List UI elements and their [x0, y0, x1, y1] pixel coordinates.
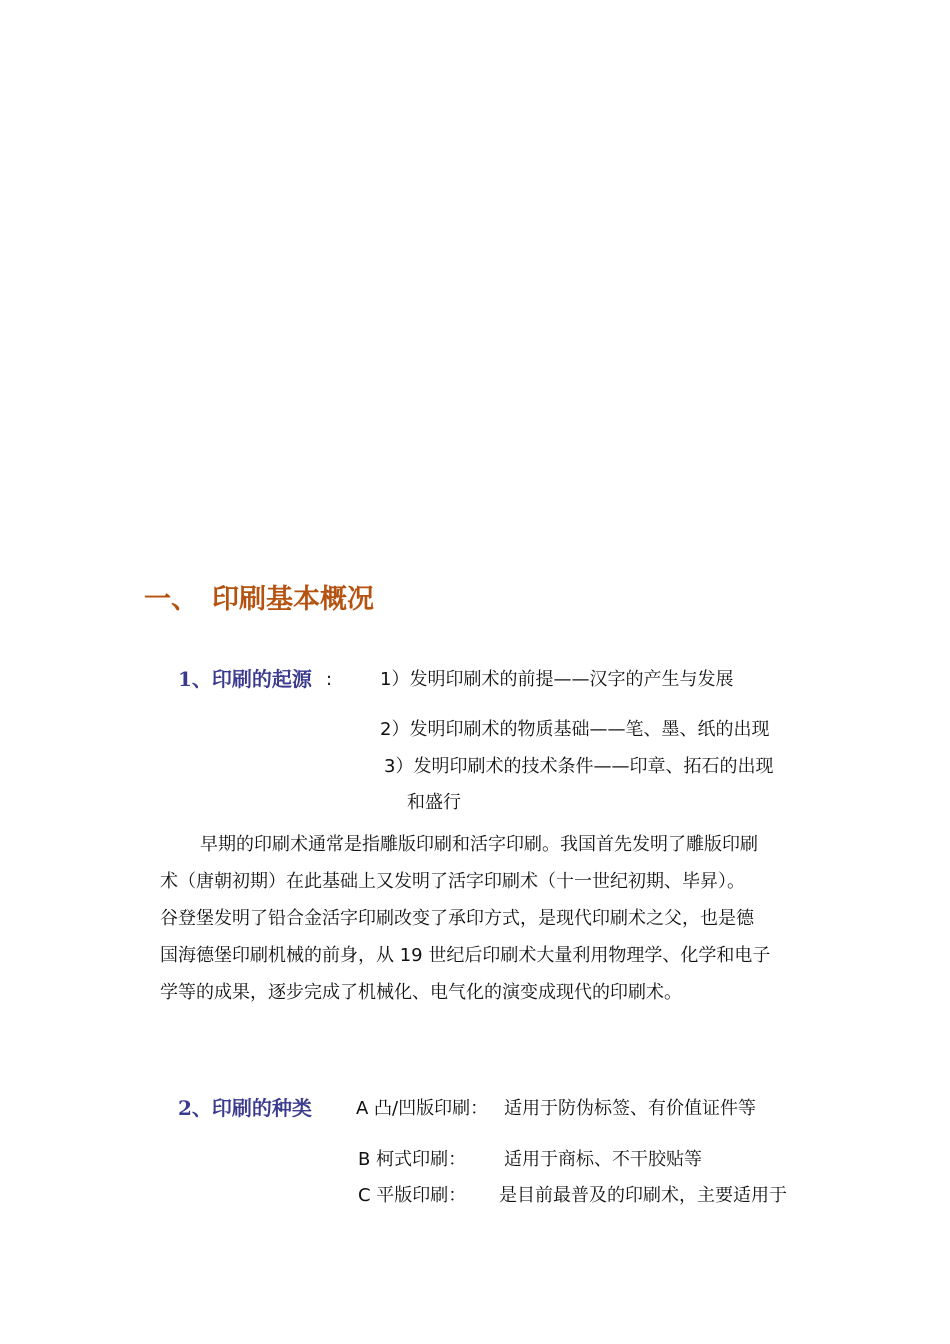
- origin-item-3-cont: 和盛行: [407, 792, 461, 813]
- section2-label: 2、印刷的种类: [178, 1096, 312, 1120]
- history-paragraph: [160, 826, 810, 1011]
- type-c-name: C 平版印刷：: [358, 1185, 467, 1206]
- section-number: 一、: [144, 584, 198, 615]
- paragraph-line: 学等的成果，逐步完成了机械化、电气化的演变成现代的印刷术。: [160, 982, 682, 1003]
- origin-item-3: 3）发明印刷术的技术条件——印章、拓石的出现: [384, 756, 774, 777]
- section1-colon: :: [326, 669, 333, 690]
- type-b-desc: 适用于商标、不干胶贴等: [504, 1149, 702, 1170]
- paragraph-line: 术（唐朝初期）在此基础上又发明了活字印刷术（十一世纪初期、毕昇）。: [160, 871, 745, 892]
- paragraph-line: 谷登堡发明了铅合金活字印刷改变了承印方式，是现代印刷术之父，也是德: [160, 908, 754, 929]
- type-b-name: B 柯式印刷：: [358, 1149, 467, 1170]
- type-a-desc: 适用于防伪标签、有价值证件等: [504, 1098, 756, 1119]
- origin-item-1: 1）发明印刷术的前提——汉字的产生与发展: [380, 669, 734, 690]
- section1-label: 1、印刷的起源: [178, 667, 312, 691]
- origin-item-2: 2）发明印刷术的物质基础——笔、墨、纸的出现: [380, 719, 770, 740]
- type-a-name: A 凸/凹版印刷：: [356, 1098, 489, 1119]
- paragraph-line: 早期的印刷术通常是指雕版印刷和活字印刷。我国首先发明了雕版印刷: [200, 834, 758, 855]
- paragraph-line: 国海德堡印刷机械的前身，从 19 世纪后印刷术大量利用物理学、化学和电子: [160, 945, 771, 966]
- type-c-desc: 是目前最普及的印刷术，主要适用于: [499, 1185, 787, 1206]
- page-title: 印刷基本概况: [212, 584, 374, 615]
